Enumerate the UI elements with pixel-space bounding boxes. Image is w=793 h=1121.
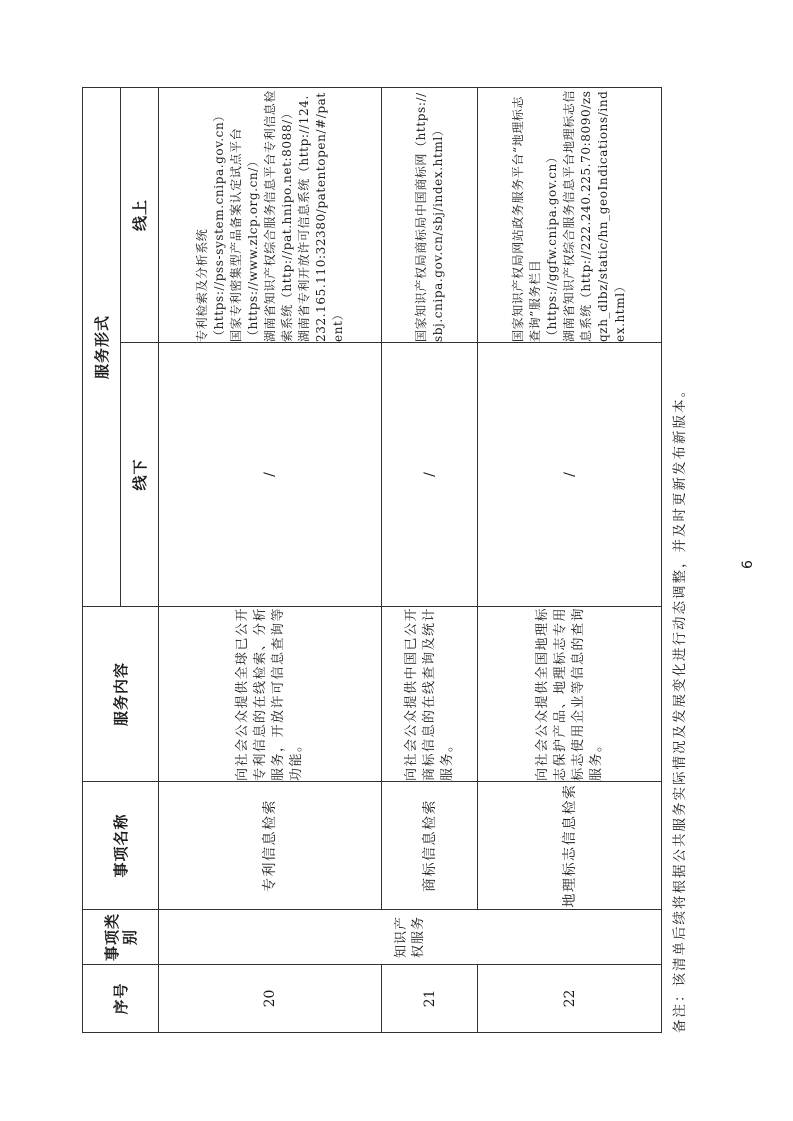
row-name: 地理标志信息检索 (478, 782, 662, 910)
online-line: 湖南省知识产权综合服务信息平台专利信息检索系统（http://pat.hnipo.net:8088/） (262, 89, 294, 342)
row-offline: / (159, 343, 382, 607)
row-content: 向社会公众提供全球已公开专利信息的在线检索、分析服务，开放许可信息查询等功能。 (159, 607, 382, 782)
row-content: 向社会公众提供中国已公开商标信息的在线查询及统计服务。 (382, 607, 478, 782)
online-line: 国家知识产权局网站政务服务平台“地理标志查询”服务栏目 (511, 95, 542, 342)
online-line: 国家知识产权局商标局中国商标网（https://sbj.cnipa.gov.cn/sbj/index.html） (413, 92, 445, 342)
online-line: 湖南省知识产权综合服务信息平台地理标志信息系统（http://222.240.225.70:8090/zsqzh_dlbz/static/hn_geoIndications/index.html） (562, 89, 627, 342)
online-line: 国家专利密集型产品备案认定试点平台 (228, 127, 243, 342)
header-content: 服务内容 (83, 607, 159, 782)
header-category: 事项类别 (83, 910, 159, 965)
table-row (478, 87, 662, 1032)
row-online (478, 87, 662, 342)
row-name: 专利信息检索 (159, 782, 382, 910)
row-seq: 21 (382, 965, 478, 1033)
row-name: 商标信息检索 (382, 782, 478, 910)
row-seq: 20 (159, 965, 382, 1033)
row-seq: 22 (478, 965, 662, 1033)
online-line: （https://pss-system.cnipa.gov.cn） (211, 109, 226, 342)
header-seq: 序号 (83, 965, 159, 1033)
service-list-table (82, 87, 662, 1033)
online-line: 专利检索及分析系统 (194, 228, 209, 342)
table-row (382, 87, 478, 1032)
row-online (159, 87, 382, 342)
header-row (83, 87, 121, 1032)
page-number: 6 (740, 560, 756, 569)
row-category: 知识产权服务 (159, 910, 662, 965)
row-online (382, 87, 478, 342)
table-row (159, 87, 382, 1032)
row-offline: / (478, 343, 662, 607)
header-name: 事项名称 (83, 782, 159, 910)
online-line: （https://ggfw.cnipa.gov.cn） (545, 150, 559, 342)
online-line: 湖南省专利开放许可信息系统（http://124.232.165.110:32380/patentopen/#/patent） (296, 92, 345, 342)
online-line: （https://www.zlcp.org.cn/） (245, 154, 260, 342)
row-content: 向社会公众提供全国地理标志保护产品、地理标志专用标志使用企业等信息的查询服务。 (478, 607, 662, 782)
header-online: 线上 (121, 87, 159, 342)
footnote: 备注：该清单后续将根据公共服务实际情况及发展变化进行动态调整，并及时更新发布新版本。 (672, 382, 688, 1033)
row-offline: / (382, 343, 478, 607)
header-service-form: 服务形式 (83, 87, 121, 606)
header-offline: 线下 (121, 343, 159, 607)
